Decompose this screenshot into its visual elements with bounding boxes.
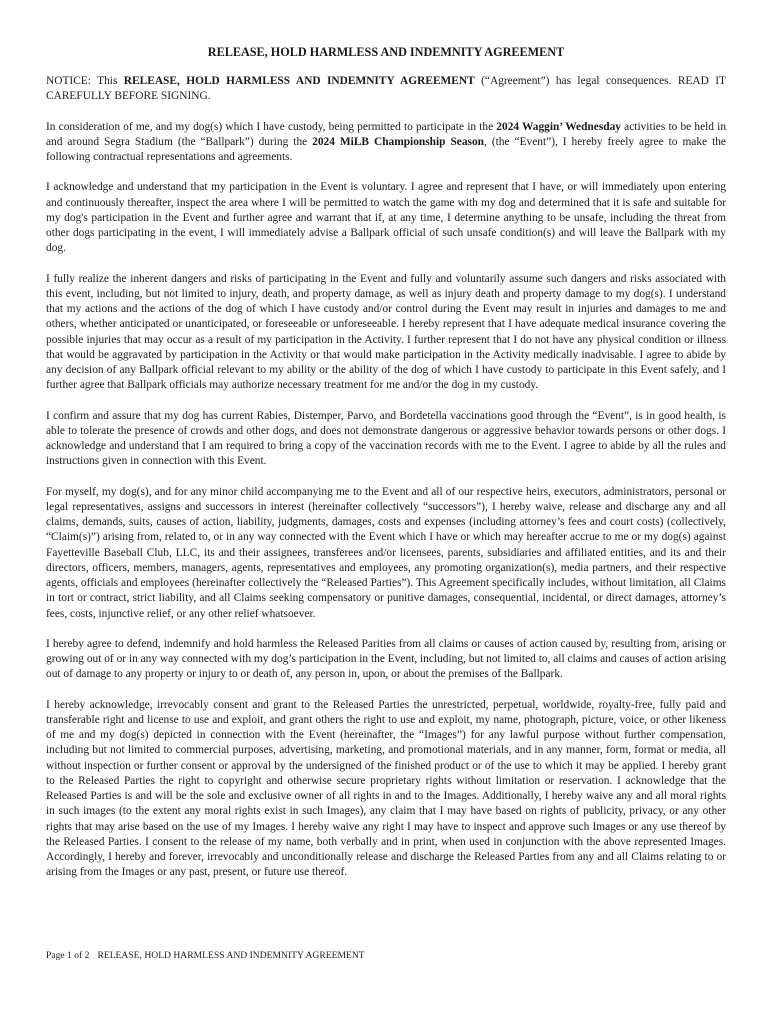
vaccination-paragraph: I confirm and assure that my dog has current Rabies, Distemper, Parvo, and Bordetella vaccinations good through the “Event”, is in good health, is able to tolerate the presence of crowds and other dogs, and does not demonstrate dangerous or aggressive behavior towards persons or other dogs. I acknowledge and understand that I am required to bring a copy of the vaccination records with me to the Event. I agree to abide by all the rules and instructions given in connection with this Event. [46, 409, 726, 468]
notice-lead: NOTICE: [46, 75, 91, 87]
consideration-paragraph [46, 120, 726, 166]
season-name: 2024 MiLB Championship Season [312, 135, 485, 148]
footer-title: RELEASE, HOLD HARMLESS AND INDEMNITY AGREEMENT [97, 950, 365, 961]
consideration-part-2: activities to be held in and around Segra Stadium (the “Ballpark”) during the [46, 120, 727, 148]
notice-paragraph [46, 74, 726, 105]
voluntary-participation-paragraph: I acknowledge and understand that my participation in the Event is voluntary. I agree and represent that I have, or will immediately upon entering and continuously thereafter, inspect the area where I will be permitted to watch the game with my dog and determined that it is safe and suitable for my dog's participation in the Event and further agree and warrant that if, at any time, I determine anything to be unsafe, including the threat from other dogs participating in the event, I will immediately advise a Ballpark official of such unsafe condition(s) and will leave the Ballpark with my dog. [46, 181, 726, 255]
event-name: 2024 Waggin’ Wednesday [496, 120, 621, 133]
document-title: RELEASE, HOLD HARMLESS AND INDEMNITY AGREEMENT [207, 45, 565, 59]
page-footer [46, 950, 365, 962]
footer-page-number: Page 1 of 2 [46, 950, 90, 961]
notice-agreement-name: RELEASE, HOLD HARMLESS AND INDEMNITY AGREEMENT [123, 75, 475, 87]
notice-post: (“Agreement”) has legal consequences. READ IT CAREFULLY BEFORE SIGNING. [46, 75, 726, 103]
indemnity-paragraph: I hereby agree to defend, indemnify and hold harmless the Released Parities from all claims or causes of action caused by, resulting from, arising or growing out of or in any way connected with my dog’s participation in the Event, including, but not limited to, all claims and causes of action arising out of damage to any property or injury to or death of, any person in, upon, or about the premises of the Ballpark. [46, 637, 726, 681]
image-rights-paragraph: I hereby acknowledge, irrevocably consent and grant to the Released Parties the unrestricted, perpetual, worldwide, royalty-free, fully paid and transferable right and license to use and exploit, and grant others the right to use and exploit, my name, photograph, picture, voice, or other likeness of me and my dog(s) depicted in connection with the Event (hereinafter, the “Images”) for any lawful purpose without further compensation, including but not limited to commercial purposes, advertising, marketing, and promotional materials, and in any manner, form, format or media, all without inspection or further consent or approval by the undersigned of the finished product or of the use to which it may be applied. I hereby grant to the Released Parties the right to copyright and otherwise secure proprietary rights without limitation or reservation. I acknowledge that the Released Parties is and will be the sole and exclusive owner of all rights in and to the Images. Additionally, I hereby waive any and all moral rights in such images (to the extent any moral rights exist in such Images), any claim that I may have based on rights of publicity, privacy, or any other rights that may arise based on the use of my Images. I hereby waive any right I may have to inspect and approve such Images or any use thereof by the Released Parties. I consent to the release of my name, both verbally and in print, when used in conjunction with the above represented Images. Accordingly, I hereby and forever, irrevocably and unconditionally release and discharge the Released Parties from any and all Claims relating to or arising from the Images or any past, present, or future use thereof. [46, 698, 726, 879]
consideration-part-1: In consideration of me, and my dog(s) which I have custody, being permitted to participate in the [46, 120, 497, 133]
release-of-claims-paragraph: For myself, my dog(s), and for any minor child accompanying me to the Event and all of our respective heirs, executors, administrators, personal or legal representatives, assigns and successors in interest (hereinafter collectively “successors”), I hereby waive, release and discharge any and all claims, demands, suits, causes of action, liability, judgments, damages, costs and expenses (including attorney’s fees and court costs) (collectively, “Claim(s)”) arising from, related to, or in any way connected with the Event which I have or which may hereafter accrue to me or my dog(s) against Fayetteville Baseball Club, LLC, its and their assignees, transferees and/or licensees, parents, subsidiaries and affiliated entities, and its and their directors, officers, members, managers, agents, representatives and employees, any promoting organization(s), media partners, and their respective agents, officials and employees (hereinafter collectively the “Released Parties”). This Agreement specifically includes, without limitation, all Claims in tort or contract, strict liability, and all Claims seeking compensatory or punitive damages, consequential, incidental, or direct damages, attorney’s fees, costs, injunctive relief, or any other relief whatsoever. [46, 485, 726, 620]
consideration-part-3: , (the “Event”), I hereby freely agree to make the following contractual representations and agreements. [46, 135, 726, 163]
document-page [46, 44, 726, 896]
notice-pre: This [90, 75, 124, 87]
assumption-of-risk-paragraph: I fully realize the inherent dangers and risks of participating in the Event and fully and voluntarily assume such dangers and risks associated with this event, including, but not limited to injury, death, and property damage, as well as injury death and property damage to my dog(s). I understand that my actions and the actions of the dog of which I have custody and/or control during the Event may result in injuries and damages to me and others, whether anticipated or unanticipated, or foreseeable or unforeseeable. I hereby represent that I have adequate medical insurance covering the possible injuries that may occur as a result of my participation in the Activity. I further represent that I do not have any physical condition or illness that would be aggravated by participation in the Activity or that would make participation in the Activity medically inadvisable. I agree to abide by any decision of any Ballpark official relevant to my ability or the ability of the dog of which I have custody to participate in this Event safely, and I further agree that Ballpark officials may authorize necessary treatment for me and/or the dog in my custody. [46, 272, 726, 392]
